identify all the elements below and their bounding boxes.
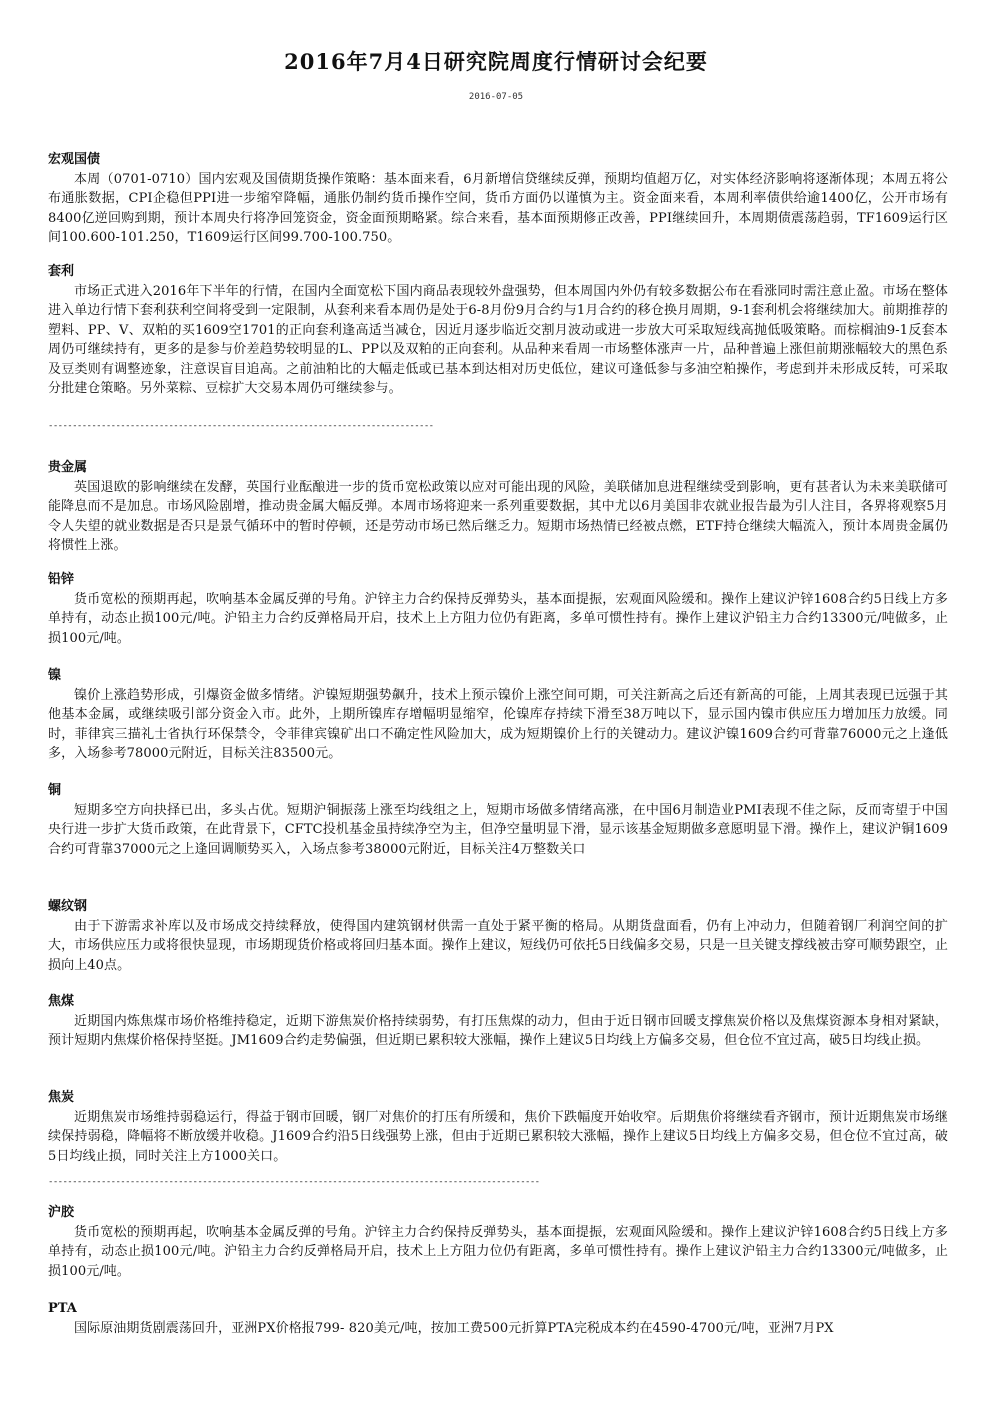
document-date: 2016-07-05 [468, 92, 524, 102]
section-coke [48, 1088, 948, 1166]
divider-line: ------------------------------------------------------------------------------------------------------ [48, 1177, 540, 1187]
section-heading: 贵金属 [48, 460, 88, 475]
section-text: 镍价上涨趋势形成，引爆资金做多情绪。沪镍短期强势飙升，技术上预示镍价上涨空间可期，可关注新高之后还有新高的可能，上周其表现已远强于其他基本金属，或继续吸引部分资金入市。此外，上期所镍库存增幅明显缩窄，伦镍库存持续下滑至38万吨以下，显示国内镍市供应压力增加压力放缓。同时，菲律宾三描礼士省执行环保禁令，令菲律宾镍矿出口不确定性风险加大，成为短期镍价上行的关键动力。建议沪镍1609合约可背靠76000元之上逢低多，入场参考78000元附近，目标关注83500元。 [48, 688, 948, 762]
section-macro [48, 150, 948, 248]
section-heading: 铜 [48, 783, 62, 798]
section-heading: 铅锌 [48, 572, 75, 587]
section-text: 货币宽松的预期再起，吹响基本金属反弹的号角。沪锌主力合约保持反弹势头，基本面提振，宏观面风险缓和。操作上建议沪锌1608合约5日线上方多单持有，动态止损100元/吨。沪铅主力合约反弹格局开启，技术上上方阻力位仍有距离，多单可惯性持有。操作上建议沪铅主力合约13300元/吨做多，止损100元/吨。 [48, 592, 948, 646]
section-heading: 宏观国债 [48, 152, 101, 167]
section-heading: 沪胶 [48, 1205, 75, 1220]
section-text: 短期多空方向抉择已出，多头占优。短期沪铜振荡上涨至均线组之上，短期市场做多情绪高涨，在中国6月制造业PMI表现不佳之际，反而寄望于中国央行进一步扩大货币政策，在此背景下，CFTC投机基金虽持续净空为主，但净空量明显下滑，显示该基金短期做多意愿明显下滑。操作上，建议沪铜1609合约可背靠37000元之上逢回调顺势买入，入场点参考38000元附近，目标关注4万整数关口 [48, 803, 948, 857]
section-arbitrage [48, 262, 948, 398]
section-precious-metals [48, 458, 948, 556]
section-text: 货币宽松的预期再起，吹响基本金属反弹的号角。沪锌主力合约保持反弹势头，基本面提振，宏观面风险缓和。操作上建议沪锌1608合约5日线上方多单持有，动态止损100元/吨。沪铅主力合约反弹格局开启，技术上上方阻力位仍有距离，多单可惯性持有。操作上建议沪铅主力合约13300元/吨做多，止损100元/吨。 [48, 1225, 948, 1279]
section-rebar [48, 897, 948, 975]
section-text: 本周（0701-0710）国内宏观及国债期货操作策略：基本面来看，6月新增信贷继续反弹，预期均值超万亿，对实体经济影响将逐渐体现；本周五将公布通胀数据，CPI企稳但PPI进一步缩窄降幅，通胀仍制约货币操作空间，货币方面仍以谨慎为主。资金面来看，本周利率债供给逾1400亿，公开市场有8400亿逆回购到期，预计本周央行将净回笼资金，资金面预期略紧。综合来看，基本面预期修正改善，PPI继续回升，本周期债震荡趋弱，TF1609运行区间100.600-101.250，T1609运行区间99.700-100.750。 [48, 172, 948, 246]
section-text: 由于下游需求补库以及市场成交持续释放，使得国内建筑钢材供需一直处于紧平衡的格局。从期货盘面看，仍有上冲动力，但随着钢厂利润空间的扩大，市场供应压力或将很快显现，市场期现货价格或将回归基本面。操作上建议，短线仍可依托5日线偏多交易，只是一旦关键支撑线被击穿可顺势跟空，止损向上40点。 [48, 919, 948, 973]
section-text: 近期国内炼焦煤市场价格维持稳定，近期下游焦炭价格持续弱势，有打压焦煤的动力，但由于近日钢市回暖支撑焦炭价格以及焦煤资源本身相对紧缺，预计短期内焦煤价格保持坚挺。JM1609合约走势偏强，但近期已累积较大涨幅，操作上建议5日均线上方偏多交易，但仓位不宜过高，破5日均线止损。 [48, 1014, 948, 1049]
section-text: 国际原油期货剧震荡回升，亚洲PX价格报799- 820美元/吨，按加工费500元折算PTA完税成本约在4590-4700元/吨，亚洲7月PX [74, 1321, 834, 1336]
section-heading: 螺纹钢 [48, 899, 88, 914]
section-lead-zinc [48, 570, 948, 648]
section-copper [48, 781, 948, 859]
document-title: 2016年7月4日研究院周度行情研讨会纪要 [284, 49, 708, 74]
section-text: 市场正式进入2016年下半年的行情，在国内全面宽松下国内商品表现较外盘强势，但本周国内外仍有较多数据公布在看涨同时需注意止盈。市场在整体进入单边行情下套利获利空间将受到一定限制，从套利来看本周仍是处于6-8月份9月合约与1月合约的移仓换月周期，9-1套利机会将继续加大。前期推荐的塑料、PP、V、双粕的买1609空1701的正向套利逢高适当减仓，因近月逐步临近交割月波动或进一步放大可采取短线高抛低吸策略。而棕榈油9-1反套本周仍可继续持有，更多的是参与价差趋势较明显的L、PP以及双粕的正向套利。从品种来看周一市场整体涨声一片，品种普遍上涨但前期涨幅较大的黑色系及豆类则有调整迹象，注意误盲目追高。之前油粕比的大幅走低或已基本到达相对历史低位，建议可逢低参与多油空粕操作，考虑到并未形成反转，可采取分批建仓策略。另外菜粽、豆棕扩大交易本周仍可继续参与。 [48, 284, 948, 397]
section-heading: 镍 [48, 668, 62, 683]
section-pta [48, 1299, 948, 1338]
section-text: 近期焦炭市场维持弱稳运行，得益于钢市回暖，钢厂对焦价的打压有所缓和，焦价下跌幅度开始收窄。后期焦价将继续看齐钢市，预计近期焦炭市场继续保持弱稳，降幅将不断放缓并收稳。J1609合约沿5日线强势上涨，但由于近期已累积较大涨幅，操作上建议5日均线上方偏多交易，但仓位不宜过高，破5日均线止损，同时关注上方1000关口。 [48, 1110, 948, 1164]
section-heading: 套利 [48, 264, 75, 279]
section-heading: 焦煤 [48, 994, 75, 1009]
section-rubber [48, 1203, 948, 1281]
section-nickel [48, 666, 948, 764]
divider-line: -------------------------------------------------------------------------------- [48, 421, 434, 431]
section-heading: 焦炭 [48, 1090, 75, 1105]
section-text: 英国退欧的影响继续在发酵，英国行业酝酿进一步的货币宽松政策以应对可能出现的风险，美联储加息进程继续受到影响，更有甚者认为未来美联储可能降息而不是加息。市场风险剧增，推动贵金属大幅反弹。本周市场将迎来一系列重要数据，其中尤以6月美国非农就业报告最为引人注目，各界将观察5月令人失望的就业数据是否只是景气循环中的暂时停顿，还是劳动市场已然后继乏力。短期市场热情已经被点燃，ETF持仓继续大幅流入，预计本周贵金属仍将惯性上涨。 [48, 480, 948, 554]
section-heading: PTA [48, 1301, 77, 1316]
section-coking-coal [48, 992, 948, 1051]
